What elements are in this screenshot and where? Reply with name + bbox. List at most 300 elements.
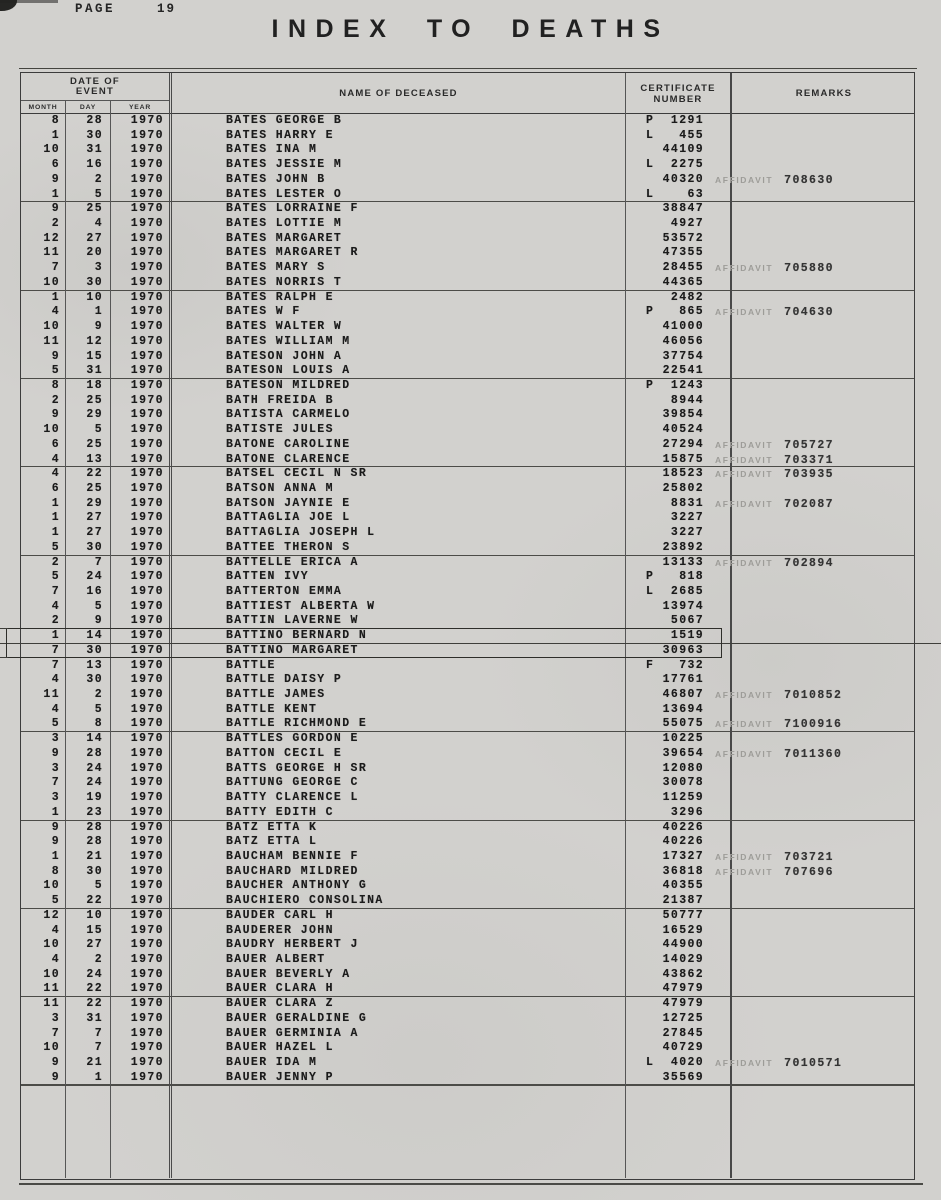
cell-month: 6 bbox=[21, 482, 66, 497]
cell-remarks bbox=[732, 629, 916, 644]
cell-year: 1970 bbox=[111, 865, 172, 880]
header-name-of-deceased: NAME OF DECEASED bbox=[172, 73, 626, 114]
cell-name-of-deceased: BATTLE KENT bbox=[172, 703, 626, 718]
cell-certificate-number: 47979 bbox=[626, 997, 732, 1012]
table-row bbox=[21, 364, 914, 379]
cell-certificate-number: 3227 bbox=[626, 511, 732, 526]
cell-remarks bbox=[732, 806, 916, 821]
cell-name-of-deceased: BATES MARGARET bbox=[172, 232, 626, 247]
cell-year: 1970 bbox=[111, 614, 172, 629]
cell-year: 1970 bbox=[111, 217, 172, 232]
cell-remarks bbox=[732, 600, 916, 615]
cell-name-of-deceased: BATTEE THERON S bbox=[172, 541, 626, 556]
table-row bbox=[21, 497, 914, 512]
table-rows bbox=[21, 114, 914, 1085]
cell-certificate-number: 8944 bbox=[626, 394, 732, 409]
cell-remarks bbox=[715, 747, 916, 762]
cell-month: 9 bbox=[21, 350, 66, 365]
cell-remarks bbox=[732, 1027, 916, 1042]
cell-day: 7 bbox=[66, 556, 111, 571]
cell-remarks bbox=[715, 1056, 916, 1071]
cell-day: 2 bbox=[66, 688, 111, 703]
table-row bbox=[21, 600, 914, 615]
table-row bbox=[21, 570, 914, 585]
cell-month: 7 bbox=[21, 1027, 66, 1042]
cell-month: 11 bbox=[21, 335, 66, 350]
cell-day: 25 bbox=[66, 394, 111, 409]
cell-year: 1970 bbox=[111, 364, 172, 379]
affidavit-stamp: AFFIDAVIT bbox=[715, 498, 774, 509]
cell-name-of-deceased: BATES LORRAINE F bbox=[172, 202, 626, 217]
cell-year: 1970 bbox=[111, 997, 172, 1012]
table-row bbox=[21, 703, 914, 718]
cell-remarks bbox=[732, 703, 916, 718]
table-row bbox=[21, 291, 914, 306]
cell-year: 1970 bbox=[111, 703, 172, 718]
cell-name-of-deceased: BATTELLE ERICA A bbox=[172, 556, 626, 571]
cell-name-of-deceased: BATESON LOUIS A bbox=[172, 364, 626, 379]
table-row bbox=[21, 467, 914, 482]
cell-day: 22 bbox=[66, 894, 111, 909]
table-row bbox=[21, 423, 914, 438]
cell-remarks bbox=[732, 394, 916, 409]
table-row bbox=[21, 982, 914, 997]
cell-remarks bbox=[732, 246, 916, 261]
cell-certificate-number: 47979 bbox=[626, 982, 732, 997]
cell-certificate-number: 27294 bbox=[626, 438, 732, 453]
cell-day: 13 bbox=[66, 453, 111, 468]
cell-day: 29 bbox=[66, 497, 111, 512]
affidavit-stamp: AFFIDAVIT bbox=[715, 719, 774, 730]
cell-name-of-deceased: BAUDERER JOHN bbox=[172, 924, 626, 939]
cell-year: 1970 bbox=[111, 511, 172, 526]
cell-certificate-number: 17327 bbox=[626, 850, 732, 865]
cell-month: 4 bbox=[21, 453, 66, 468]
cell-year: 1970 bbox=[111, 806, 172, 821]
cell-month: 9 bbox=[21, 408, 66, 423]
cell-remarks bbox=[732, 879, 916, 894]
cell-month: 8 bbox=[21, 114, 66, 129]
cell-day: 28 bbox=[66, 747, 111, 762]
cell-remarks bbox=[732, 570, 916, 585]
cell-remarks bbox=[732, 1012, 916, 1027]
cell-certificate-number: 38847 bbox=[626, 202, 732, 217]
cell-name-of-deceased: BAUER IDA M bbox=[172, 1056, 626, 1071]
cell-remarks bbox=[732, 541, 916, 556]
cell-day: 16 bbox=[66, 585, 111, 600]
cell-remarks bbox=[732, 938, 916, 953]
cell-year: 1970 bbox=[111, 1041, 172, 1056]
cell-name-of-deceased: BATSEL CECIL N SR bbox=[172, 467, 626, 482]
cell-remarks bbox=[732, 350, 916, 365]
cell-name-of-deceased: BATTLE RICHMOND E bbox=[172, 717, 626, 732]
table-row bbox=[21, 511, 914, 526]
cell-certificate-number: 44109 bbox=[626, 143, 732, 158]
cell-remarks bbox=[732, 924, 916, 939]
cell-name-of-deceased: BATTUNG GEORGE C bbox=[172, 776, 626, 791]
cell-day: 25 bbox=[66, 438, 111, 453]
cell-remarks bbox=[732, 614, 916, 629]
cell-day: 8 bbox=[66, 717, 111, 732]
cell-certificate-number: 2482 bbox=[626, 291, 732, 306]
cell-name-of-deceased: BAUER HAZEL L bbox=[172, 1041, 626, 1056]
cell-day: 23 bbox=[66, 806, 111, 821]
affidavit-number: 7010852 bbox=[784, 689, 843, 703]
cell-year: 1970 bbox=[111, 232, 172, 247]
annotation-left-tick-top bbox=[0, 628, 8, 629]
cell-month: 2 bbox=[21, 614, 66, 629]
affidavit-number: 705880 bbox=[784, 262, 834, 276]
cell-remarks bbox=[732, 217, 916, 232]
table-row bbox=[21, 776, 914, 791]
cell-name-of-deceased: BATTAGLIA JOE L bbox=[172, 511, 626, 526]
cell-name-of-deceased: BATESON MILDRED bbox=[172, 379, 626, 394]
cell-year: 1970 bbox=[111, 202, 172, 217]
cell-remarks bbox=[732, 997, 916, 1012]
affidavit-number: 707696 bbox=[784, 865, 834, 879]
cell-year: 1970 bbox=[111, 1012, 172, 1027]
cell-day: 30 bbox=[66, 129, 111, 144]
cell-day: 21 bbox=[66, 850, 111, 865]
table-row bbox=[21, 158, 914, 173]
affidavit-stamp: AFFIDAVIT bbox=[715, 263, 774, 274]
cell-year: 1970 bbox=[111, 261, 172, 276]
cell-month: 2 bbox=[21, 556, 66, 571]
cell-certificate-number: 40355 bbox=[626, 879, 732, 894]
cell-remarks bbox=[732, 158, 916, 173]
table-row bbox=[21, 909, 914, 924]
cell-certificate-number: 46807 bbox=[626, 688, 732, 703]
cell-certificate-number: 8831 bbox=[626, 497, 732, 512]
cell-name-of-deceased: BAUCHARD MILDRED bbox=[172, 865, 626, 880]
table-row bbox=[21, 541, 914, 556]
cell-name-of-deceased: BATTAGLIA JOSEPH L bbox=[172, 526, 626, 541]
cell-day: 31 bbox=[66, 364, 111, 379]
cell-name-of-deceased: BAUER GERALDINE G bbox=[172, 1012, 626, 1027]
table-row bbox=[21, 276, 914, 291]
cell-name-of-deceased: BAUCHER ANTHONY G bbox=[172, 879, 626, 894]
cell-remarks bbox=[715, 850, 916, 865]
cell-name-of-deceased: BATONE CLARENCE bbox=[172, 453, 626, 468]
cell-month: 9 bbox=[21, 173, 66, 188]
scan-edge-artifact bbox=[0, 0, 58, 3]
affidavit-stamp: AFFIDAVIT bbox=[715, 748, 774, 759]
cell-certificate-number: 12725 bbox=[626, 1012, 732, 1027]
cell-year: 1970 bbox=[111, 688, 172, 703]
cell-year: 1970 bbox=[111, 276, 172, 291]
cell-name-of-deceased: BATTEN IVY bbox=[172, 570, 626, 585]
affidavit-number: 703371 bbox=[784, 453, 834, 467]
cell-certificate-number: 44365 bbox=[626, 276, 732, 291]
cell-month: 9 bbox=[21, 821, 66, 836]
affidavit-stamp: AFFIDAVIT bbox=[715, 690, 774, 701]
cell-day: 2 bbox=[66, 953, 111, 968]
cell-year: 1970 bbox=[111, 600, 172, 615]
cell-month: 4 bbox=[21, 600, 66, 615]
cell-year: 1970 bbox=[111, 791, 172, 806]
cell-month: 4 bbox=[21, 673, 66, 688]
cell-month: 7 bbox=[21, 585, 66, 600]
cell-remarks bbox=[732, 762, 916, 777]
cell-remarks bbox=[732, 821, 916, 836]
cell-name-of-deceased: BATTIN LAVERNE W bbox=[172, 614, 626, 629]
affidavit-stamp: AFFIDAVIT bbox=[715, 174, 774, 185]
affidavit-number: 705727 bbox=[784, 438, 834, 452]
cell-certificate-number: 40320 bbox=[626, 173, 732, 188]
table-row bbox=[21, 143, 914, 158]
cell-name-of-deceased: BATTON CECIL E bbox=[172, 747, 626, 762]
cell-name-of-deceased: BATSON JAYNIE E bbox=[172, 497, 626, 512]
cell-year: 1970 bbox=[111, 953, 172, 968]
cell-certificate-number: 40729 bbox=[626, 1041, 732, 1056]
table-row bbox=[21, 614, 914, 629]
cell-year: 1970 bbox=[111, 129, 172, 144]
cell-day: 30 bbox=[66, 865, 111, 880]
cell-certificate-number: 47355 bbox=[626, 246, 732, 261]
cell-day: 24 bbox=[66, 776, 111, 791]
affidavit-number: 703935 bbox=[784, 468, 834, 482]
cell-remarks bbox=[732, 894, 916, 909]
cell-year: 1970 bbox=[111, 821, 172, 836]
table-row bbox=[21, 850, 914, 865]
table-row bbox=[21, 1041, 914, 1056]
page-title: INDEX TO DEATHS bbox=[271, 15, 670, 43]
cell-month: 12 bbox=[21, 232, 66, 247]
cell-month: 2 bbox=[21, 217, 66, 232]
cell-year: 1970 bbox=[111, 659, 172, 674]
cell-day: 27 bbox=[66, 526, 111, 541]
table-row bbox=[21, 217, 914, 232]
table-row bbox=[21, 335, 914, 350]
cell-month: 11 bbox=[21, 997, 66, 1012]
cell-certificate-number: 17761 bbox=[626, 673, 732, 688]
table-row bbox=[21, 997, 914, 1012]
table-row bbox=[21, 673, 914, 688]
cell-month: 10 bbox=[21, 320, 66, 335]
cell-day: 1 bbox=[66, 1071, 111, 1086]
cell-certificate-number: 39854 bbox=[626, 408, 732, 423]
cell-name-of-deceased: BAUER CLARA Z bbox=[172, 997, 626, 1012]
table-row bbox=[21, 482, 914, 497]
cell-year: 1970 bbox=[111, 188, 172, 203]
annotation-left-tick-bottom bbox=[0, 657, 8, 658]
cell-year: 1970 bbox=[111, 526, 172, 541]
cell-month: 11 bbox=[21, 688, 66, 703]
cell-year: 1970 bbox=[111, 835, 172, 850]
cell-remarks bbox=[732, 585, 916, 600]
cell-name-of-deceased: BATTY CLARENCE L bbox=[172, 791, 626, 806]
table-header bbox=[21, 73, 914, 114]
cell-year: 1970 bbox=[111, 467, 172, 482]
cell-name-of-deceased: BATES INA M bbox=[172, 143, 626, 158]
cell-day: 31 bbox=[66, 1012, 111, 1027]
cell-certificate-number: 3296 bbox=[626, 806, 732, 821]
cell-remarks bbox=[715, 305, 916, 320]
table-row bbox=[21, 865, 914, 880]
cell-remarks bbox=[732, 968, 916, 983]
cell-remarks bbox=[732, 644, 916, 659]
cell-name-of-deceased: BATES HARRY E bbox=[172, 129, 626, 144]
table-row bbox=[21, 894, 914, 909]
table-row bbox=[21, 821, 914, 836]
cell-day: 10 bbox=[66, 909, 111, 924]
cell-day: 7 bbox=[66, 1041, 111, 1056]
cell-name-of-deceased: BAUDER CARL H bbox=[172, 909, 626, 924]
cell-name-of-deceased: BATES NORRIS T bbox=[172, 276, 626, 291]
cell-certificate-number: 12080 bbox=[626, 762, 732, 777]
table-row bbox=[21, 320, 914, 335]
cell-day: 30 bbox=[66, 541, 111, 556]
table-row bbox=[21, 408, 914, 423]
cell-month: 1 bbox=[21, 850, 66, 865]
cell-certificate-number: 11259 bbox=[626, 791, 732, 806]
cell-name-of-deceased: BATES JOHN B bbox=[172, 173, 626, 188]
cell-month: 7 bbox=[21, 644, 66, 659]
table-row bbox=[21, 1027, 914, 1042]
cell-day: 29 bbox=[66, 408, 111, 423]
header-certificate-number: CERTIFICATE NUMBER bbox=[626, 73, 732, 114]
cell-certificate-number: P 1243 bbox=[626, 379, 732, 394]
cell-day: 25 bbox=[66, 202, 111, 217]
cell-name-of-deceased: BATSON ANNA M bbox=[172, 482, 626, 497]
cell-name-of-deceased: BAUER ALBERT bbox=[172, 953, 626, 968]
table-row bbox=[21, 1056, 914, 1071]
cell-month: 1 bbox=[21, 511, 66, 526]
table-row bbox=[21, 732, 914, 747]
cell-month: 1 bbox=[21, 497, 66, 512]
cell-name-of-deceased: BATTINO BERNARD N bbox=[172, 629, 626, 644]
cell-name-of-deceased: BAUCHIERO CONSOLINA bbox=[172, 894, 626, 909]
cell-month: 1 bbox=[21, 806, 66, 821]
cell-day: 9 bbox=[66, 320, 111, 335]
cell-month: 2 bbox=[21, 394, 66, 409]
cell-day: 14 bbox=[66, 629, 111, 644]
cell-name-of-deceased: BATES GEORGE B bbox=[172, 114, 626, 129]
cell-month: 3 bbox=[21, 791, 66, 806]
cell-month: 1 bbox=[21, 129, 66, 144]
cell-remarks bbox=[732, 659, 916, 674]
cell-day: 18 bbox=[66, 379, 111, 394]
table-empty-section bbox=[21, 1085, 914, 1178]
cell-year: 1970 bbox=[111, 320, 172, 335]
cell-certificate-number: 40524 bbox=[626, 423, 732, 438]
cell-remarks bbox=[732, 835, 916, 850]
header-year: YEAR bbox=[128, 104, 152, 111]
cell-remarks bbox=[732, 526, 916, 541]
cell-day: 27 bbox=[66, 232, 111, 247]
table-row bbox=[21, 232, 914, 247]
affidavit-stamp: AFFIDAVIT bbox=[715, 439, 774, 450]
cell-month: 6 bbox=[21, 158, 66, 173]
cell-year: 1970 bbox=[111, 158, 172, 173]
table-row bbox=[21, 394, 914, 409]
cell-day: 7 bbox=[66, 1027, 111, 1042]
cell-year: 1970 bbox=[111, 1056, 172, 1071]
cell-remarks bbox=[732, 482, 916, 497]
cell-certificate-number: L 2685 bbox=[626, 585, 732, 600]
cell-year: 1970 bbox=[111, 850, 172, 865]
cell-day: 15 bbox=[66, 924, 111, 939]
cell-name-of-deceased: BAUER CLARA H bbox=[172, 982, 626, 997]
cell-remarks bbox=[715, 173, 916, 188]
affidavit-number: 7100916 bbox=[784, 718, 843, 732]
table-row bbox=[21, 350, 914, 365]
cell-month: 7 bbox=[21, 776, 66, 791]
cell-remarks bbox=[732, 291, 916, 306]
cell-name-of-deceased: BAUER GERMINIA A bbox=[172, 1027, 626, 1042]
cell-day: 30 bbox=[66, 673, 111, 688]
cell-year: 1970 bbox=[111, 776, 172, 791]
cell-year: 1970 bbox=[111, 350, 172, 365]
table-row bbox=[21, 129, 914, 144]
cell-remarks bbox=[732, 114, 916, 129]
cell-year: 1970 bbox=[111, 644, 172, 659]
cell-year: 1970 bbox=[111, 585, 172, 600]
cell-name-of-deceased: BATES LOTTIE M bbox=[172, 217, 626, 232]
cell-certificate-number: 46056 bbox=[626, 335, 732, 350]
cell-name-of-deceased: BATESON JOHN A bbox=[172, 350, 626, 365]
cell-remarks bbox=[715, 261, 916, 276]
table-row bbox=[21, 556, 914, 571]
cell-day: 27 bbox=[66, 938, 111, 953]
cell-remarks bbox=[715, 438, 916, 453]
cell-name-of-deceased: BATES MARY S bbox=[172, 261, 626, 276]
cell-year: 1970 bbox=[111, 291, 172, 306]
cell-day: 5 bbox=[66, 188, 111, 203]
cell-year: 1970 bbox=[111, 717, 172, 732]
cell-month: 3 bbox=[21, 762, 66, 777]
cell-month: 10 bbox=[21, 968, 66, 983]
cell-name-of-deceased: BATONE CAROLINE bbox=[172, 438, 626, 453]
table-row bbox=[21, 835, 914, 850]
affidavit-number: 704630 bbox=[784, 306, 834, 320]
affidavit-number: 708630 bbox=[784, 173, 834, 187]
cell-day: 30 bbox=[66, 644, 111, 659]
table-row bbox=[21, 968, 914, 983]
cell-month: 10 bbox=[21, 143, 66, 158]
cell-remarks bbox=[732, 364, 916, 379]
cell-remarks bbox=[732, 673, 916, 688]
table-row bbox=[21, 791, 914, 806]
cell-remarks bbox=[732, 791, 916, 806]
table-row bbox=[21, 924, 914, 939]
affidavit-stamp: AFFIDAVIT bbox=[715, 866, 774, 877]
cell-name-of-deceased: BAUER BEVERLY A bbox=[172, 968, 626, 983]
table-row bbox=[21, 659, 914, 674]
cell-certificate-number: 16529 bbox=[626, 924, 732, 939]
header-month: MONTH bbox=[21, 101, 66, 114]
cell-year: 1970 bbox=[111, 938, 172, 953]
cell-month: 4 bbox=[21, 703, 66, 718]
cell-day: 3 bbox=[66, 261, 111, 276]
cell-year: 1970 bbox=[111, 1071, 172, 1086]
cell-month: 9 bbox=[21, 1056, 66, 1071]
table-row bbox=[21, 717, 914, 732]
cell-year: 1970 bbox=[111, 879, 172, 894]
cell-name-of-deceased: BATTS GEORGE H SR bbox=[172, 762, 626, 777]
cell-day: 1 bbox=[66, 305, 111, 320]
cell-day: 9 bbox=[66, 614, 111, 629]
cell-name-of-deceased: BATTLE JAMES bbox=[172, 688, 626, 703]
index-table bbox=[20, 72, 915, 1180]
cell-year: 1970 bbox=[111, 982, 172, 997]
cell-month: 1 bbox=[21, 629, 66, 644]
cell-month: 4 bbox=[21, 924, 66, 939]
table-row bbox=[21, 453, 914, 468]
cell-day: 5 bbox=[66, 879, 111, 894]
cell-year: 1970 bbox=[111, 570, 172, 585]
cell-name-of-deceased: BATES W F bbox=[172, 305, 626, 320]
